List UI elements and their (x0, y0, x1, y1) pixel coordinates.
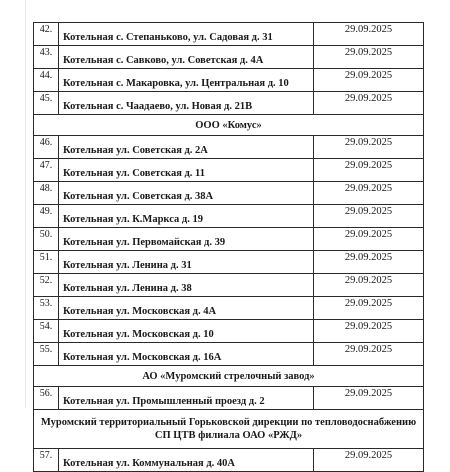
date-cell: 29.09.2025 (314, 343, 424, 366)
date-cell: 29.09.2025 (314, 205, 424, 228)
row-number: 42. (34, 23, 59, 46)
table-row (34, 274, 424, 297)
row-number: 48. (34, 182, 59, 205)
table-row (34, 320, 424, 343)
table-row (34, 182, 424, 205)
boiler-name: Котельная ул. Промышленный проезд д. 2 (59, 387, 314, 410)
organization-title: АО «Муромский стрелочный завод» (34, 366, 424, 387)
boiler-name: Котельная с. Савково, ул. Советская д. 4А (59, 46, 314, 69)
boiler-name: Котельная ул. Московская д. 16А (59, 343, 314, 366)
row-number: 51. (34, 251, 59, 274)
date-cell: 29.09.2025 (314, 449, 424, 472)
organization-row (34, 366, 424, 387)
row-number: 47. (34, 159, 59, 182)
date-cell: 29.09.2025 (314, 159, 424, 182)
row-number: 55. (34, 343, 59, 366)
row-number: 43. (34, 46, 59, 69)
row-number: 49. (34, 205, 59, 228)
table-row (34, 205, 424, 228)
boiler-name: Котельная ул. Ленина д. 38 (59, 274, 314, 297)
table-row (34, 297, 424, 320)
boiler-name: Котельная с. Макаровка, ул. Центральная д. 10 (59, 69, 314, 92)
boiler-name: Котельная ул. Коммунальная д. 40А (59, 449, 314, 472)
boiler-name: Котельная с. Чаадаево, ул. Новая д. 21В (59, 92, 314, 115)
table-row (34, 449, 424, 472)
table-row (34, 228, 424, 251)
row-number: 54. (34, 320, 59, 343)
boiler-name: Котельная ул. Московская д. 10 (59, 320, 314, 343)
table-row (34, 159, 424, 182)
table-row (34, 23, 424, 46)
table-row (34, 69, 424, 92)
table-row (34, 92, 424, 115)
row-number: 57. (34, 449, 59, 472)
page-edge (25, 0, 26, 408)
organization-title: ООО «Комус» (34, 115, 424, 136)
table-row (34, 136, 424, 159)
document-sheet (33, 22, 423, 472)
date-cell: 29.09.2025 (314, 274, 424, 297)
boiler-name: Котельная ул. Советская д. 11 (59, 159, 314, 182)
table-row (34, 46, 424, 69)
row-number: 45. (34, 92, 59, 115)
row-number: 53. (34, 297, 59, 320)
date-cell: 29.09.2025 (314, 23, 424, 46)
date-cell: 29.09.2025 (314, 320, 424, 343)
date-cell: 29.09.2025 (314, 69, 424, 92)
boiler-name: Котельная ул. Ленина д. 31 (59, 251, 314, 274)
date-cell: 29.09.2025 (314, 251, 424, 274)
row-number: 50. (34, 228, 59, 251)
organization-row (34, 115, 424, 136)
boiler-name: Котельная с. Степаньково, ул. Садовая д. 31 (59, 23, 314, 46)
date-cell: 29.09.2025 (314, 297, 424, 320)
table-body (34, 23, 424, 472)
organization-row (34, 410, 424, 449)
date-cell: 29.09.2025 (314, 387, 424, 410)
boiler-name: Котельная ул. Советская д. 2А (59, 136, 314, 159)
boiler-name: Котельная ул. Московская д. 4А (59, 297, 314, 320)
organization-title: Муромский территориальный Горьковской дирекции по тепловодоснабжению СП ЦТВ филиала ОАО «РЖД» (34, 410, 424, 449)
boiler-name: Котельная ул. К.Маркса д. 19 (59, 205, 314, 228)
row-number: 44. (34, 69, 59, 92)
boiler-schedule-table (33, 22, 424, 472)
row-number: 46. (34, 136, 59, 159)
date-cell: 29.09.2025 (314, 46, 424, 69)
row-number: 52. (34, 274, 59, 297)
date-cell: 29.09.2025 (314, 228, 424, 251)
date-cell: 29.09.2025 (314, 136, 424, 159)
boiler-name: Котельная ул. Советская д. 38А (59, 182, 314, 205)
date-cell: 29.09.2025 (314, 92, 424, 115)
row-number: 56. (34, 387, 59, 410)
date-cell: 29.09.2025 (314, 182, 424, 205)
table-row (34, 343, 424, 366)
boiler-name: Котельная ул. Первомайская д. 39 (59, 228, 314, 251)
table-row (34, 251, 424, 274)
table-row (34, 387, 424, 410)
